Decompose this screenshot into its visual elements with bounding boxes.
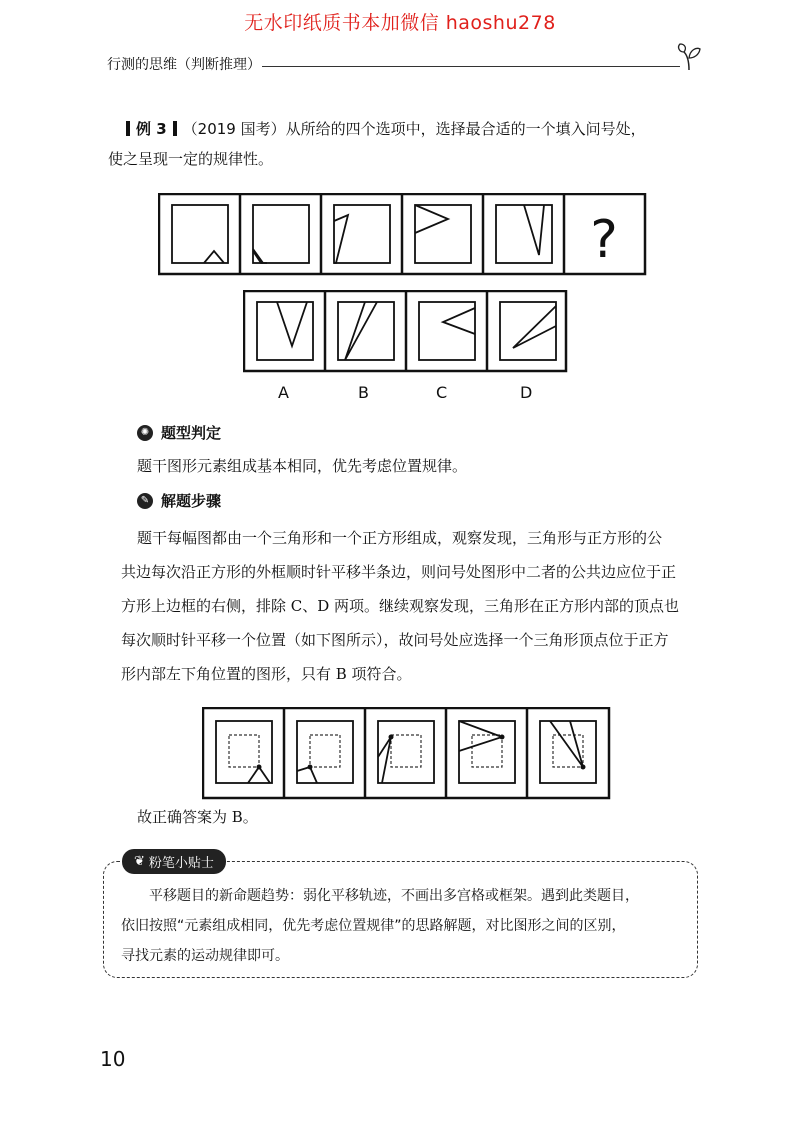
steps-line-1: 题干每幅图都由一个三角形和一个正方形组成，观察发现，三角形与正方形的公 xyxy=(137,529,663,547)
option-label-b: B xyxy=(358,383,369,402)
tip-label-text: 粉笔小贴士 xyxy=(148,856,214,871)
question-text-line-2: 使之呈现一定的规律性。 xyxy=(108,150,274,168)
lightbulb-icon: ✺ xyxy=(137,425,153,441)
page-number: 10 xyxy=(100,1047,126,1071)
steps-line-4: 每次顺时针平移一个位置（如下图所示），故问号处应选择一个三角形顶点位于正方 xyxy=(121,631,669,649)
option-label-a: A xyxy=(278,383,289,402)
explanation-figure-strip xyxy=(202,707,612,801)
question-figure-strip xyxy=(158,193,648,277)
section-type-heading xyxy=(137,422,221,443)
watermark-text: 无水印纸质书本加微信 haoshu278 xyxy=(244,12,556,34)
pen-icon: ✎ xyxy=(137,493,153,509)
question-figure-3 xyxy=(334,205,390,263)
steps-line-2: 共边每次沿正方形的外框顺时针平移半条边，则问号处图形中二者的公共边应位于正 xyxy=(121,563,677,581)
section-type-text: 题干图形元素组成基本相同，优先考虑位置规律。 xyxy=(137,457,468,475)
tip-label xyxy=(122,849,226,874)
option-figure-d xyxy=(500,302,556,360)
option-figure-b xyxy=(338,302,394,360)
label-bar-left xyxy=(126,121,130,136)
steps-line-3: 方形上边框的右侧，排除 C、D 两项。继续观察发现，三角形在正方形内部的顶点也 xyxy=(121,597,680,615)
tip-line-1: 平移题目的新命题趋势：弱化平移轨迹，不画出多宫格或框架。遇到此类题目， xyxy=(149,888,639,904)
header-rule xyxy=(262,66,680,67)
section-type-title: 题型判定 xyxy=(161,424,222,442)
question-figure-4 xyxy=(415,205,471,263)
steps-line-5: 形内部左下角位置的图形，只有 B 项符合。 xyxy=(121,665,412,683)
tip-text xyxy=(121,881,681,971)
option-figure-a xyxy=(257,302,313,360)
question-figure-5 xyxy=(496,205,552,263)
label-bar-right xyxy=(173,121,177,136)
question-text-line-1: （2019 国考）从所给的四个选项中，选择最合适的一个填入问号处， xyxy=(182,120,646,138)
sprout-icon: ❦ xyxy=(134,854,145,869)
question-line-1 xyxy=(120,118,646,140)
question-figure-1 xyxy=(172,205,228,263)
section-steps-body xyxy=(121,521,705,691)
question-figure-2 xyxy=(253,205,309,263)
section-steps-title: 解题步骤 xyxy=(161,492,222,510)
option-label-c: C xyxy=(436,383,448,402)
answer-conclusion: 故正确答案为 B。 xyxy=(137,808,258,826)
tip-line-2: 依旧按照“元素组成相同，优先考虑位置规律”的思路解题，对比图形之间的区别， xyxy=(121,918,626,934)
option-figure-c xyxy=(419,302,475,360)
running-header-title: 行测的思维（判断推理） xyxy=(107,57,261,73)
option-figure-strip xyxy=(243,290,569,374)
tip-line-3: 寻找元素的运动规律即可。 xyxy=(121,948,289,964)
example-label: 例 3 xyxy=(136,120,167,138)
sprout-icon xyxy=(676,40,702,72)
section-steps-heading xyxy=(137,490,221,511)
option-label-d: D xyxy=(520,383,533,402)
question-mark: ? xyxy=(590,210,618,270)
